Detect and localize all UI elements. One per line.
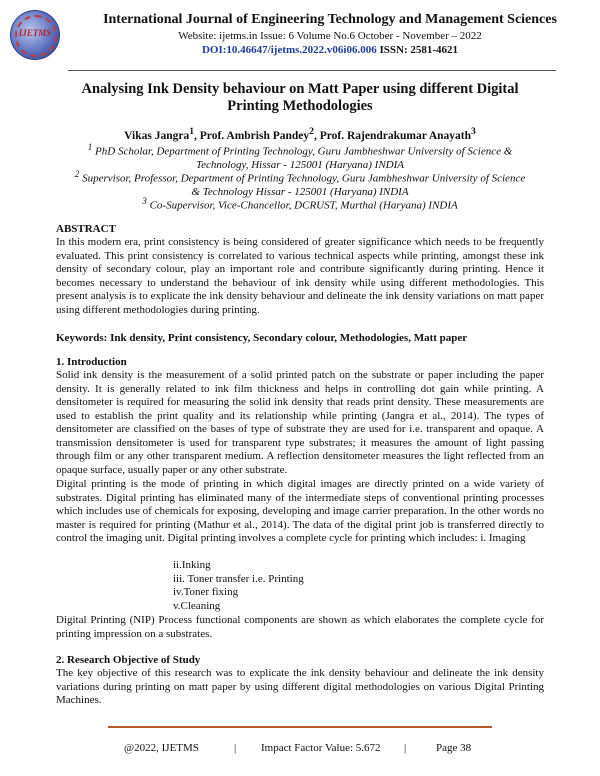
author-sep-1: , [194, 129, 200, 142]
author-list [40, 126, 560, 142]
author-1-sup: 1 [189, 126, 195, 137]
journal-logo [10, 10, 60, 60]
doi-line [75, 44, 585, 56]
aff-3-sup: 3 [142, 196, 147, 206]
header-rule [68, 70, 556, 71]
paper-title [40, 81, 560, 115]
abstract-body: In this modern era, print consistency is being considered of greater significance which needs to be frequently evaluated. This print consistency is correlated to various technical aspects while printing, amongst these ink density of secondary colour, play an important role and contribute significantly during printing. Hence it becomes necessary to understand the behaviour of ink density while using different methodologies. This present analysis is to explicate the ink density behaviour and delineate the ink density variations on matt paper using different methodologies during printing. [56, 236, 544, 316]
issn: ISSN: 2581-4621 [379, 44, 459, 56]
author-3-sup: 3 [471, 126, 476, 137]
footer-impact-factor: Impact Factor Value: 5.672 [261, 742, 381, 754]
author-2-sup: 2 [309, 126, 314, 137]
intro-para-2: Digital printing is the mode of printing in which digital images are directly printed on a wide variety of substrates. Digital printing has eliminated many of the intermediate steps of conventional printing processes which includes use of chemicals for exposing, developing and image carrier preparation. In the other words no master is required for printing (Mathur et al., 2014). The data of the digital print job is transferred directly to control the imaging unit. Digital printing involves a complete cycle for printing which includes: i. Imaging [56, 478, 544, 544]
aff-1-sup: 1 [87, 142, 93, 152]
website-line: Website: ijetms.in Issue: 6 Volume No.6 October - November – 2022 [178, 30, 482, 42]
journal-title: International Journal of Engineering Technology and Management Sciences [103, 12, 557, 27]
list-item: iii. Toner transfer i.e. Printing [173, 572, 304, 585]
aff-1-line-2: Technology, Hissar - 125001 (Haryana) INDIA [196, 159, 404, 172]
logo-text: IJETMS [18, 28, 52, 38]
footer-divider-1: | [234, 742, 237, 754]
aff-2-sup: 2 [74, 169, 80, 179]
list-item: ii.Inking [173, 559, 211, 571]
footer-copyright: @2022, IJETMS [124, 742, 199, 754]
footer-page-number: Page 38 [436, 742, 472, 754]
research-body: The key objective of this research was to explicate the ink density behaviour and delineate the ink density variations during printing on matt paper by using different digital methodologies on various Digital Printing Machines. [56, 667, 544, 706]
aff-2-line-2: & Technology Hissar - 125001 (Haryana) INDIA [191, 186, 409, 199]
list-item: iv.Toner fixing [173, 586, 239, 598]
paper-title-line-2: Printing Methodologies [227, 98, 373, 114]
research-heading: 2. Research Objective of Study [56, 654, 201, 666]
author-1: Vikas Jangra [124, 129, 190, 142]
author-3: Prof. Rajendrakumar Anayath [319, 129, 472, 142]
paper-title-line-1: Analysing Ink Density behaviour on Matt Paper using different Digital [81, 81, 519, 97]
author-sep-2: , [313, 129, 320, 142]
intro-para-3: Digital Printing (NIP) Process functional components are shown as which elaborates the complete cycle for printing impression on a substrates. [56, 614, 544, 640]
keywords: Keywords: Ink density, Print consistency, Secondary colour, Methodologies, Matt paper [56, 332, 468, 344]
affiliation-3 [45, 195, 555, 213]
doi-link[interactable]: DOI:10.46647/ijetms.2022.v06i06.006 [201, 44, 377, 56]
abstract-heading: ABSTRACT [56, 223, 116, 235]
author-2: Prof. Ambrish Pandey [199, 129, 310, 142]
intro-heading: 1. Introduction [56, 356, 127, 368]
footer-rule [108, 726, 492, 728]
aff-1-line-1: PhD Scholar, Department of Printing Technology, Guru Jambheshwar University of Science & [95, 145, 513, 158]
process-list [173, 559, 304, 613]
footer-divider-2: | [404, 742, 407, 754]
aff-3-line-1: Co-Supervisor, Vice-Chancellor, DCRUST, Murthal (Haryana) INDIA [149, 199, 458, 212]
list-item: v.Cleaning [173, 599, 221, 612]
aff-2-line-1: Supervisor, Professor, Department of Printing Technology, Guru Jambheshwar University of Science [82, 172, 526, 185]
intro-para-1: Solid ink density is the measurement of a solid printed patch on the substrate or paper including the paper density. It is generally related to ink film thickness and helps in controlling dot gain while printing. A densitometer is required for measuring the solid ink density that reads print density. These measurements are used to establish the print quality and its relationship while printing (Jangra et al., 2014). The types of densitometer are classified on the bases of type of substrate they are used for i.e. transparent and opaque. A transmission densitometer is used for transparent type substrates; it measures the amount of light passing through film or any other transparent medium. A reflection densitometer measures the light reflected from an opaque surface, usually paper or any other substrate. [56, 369, 544, 476]
